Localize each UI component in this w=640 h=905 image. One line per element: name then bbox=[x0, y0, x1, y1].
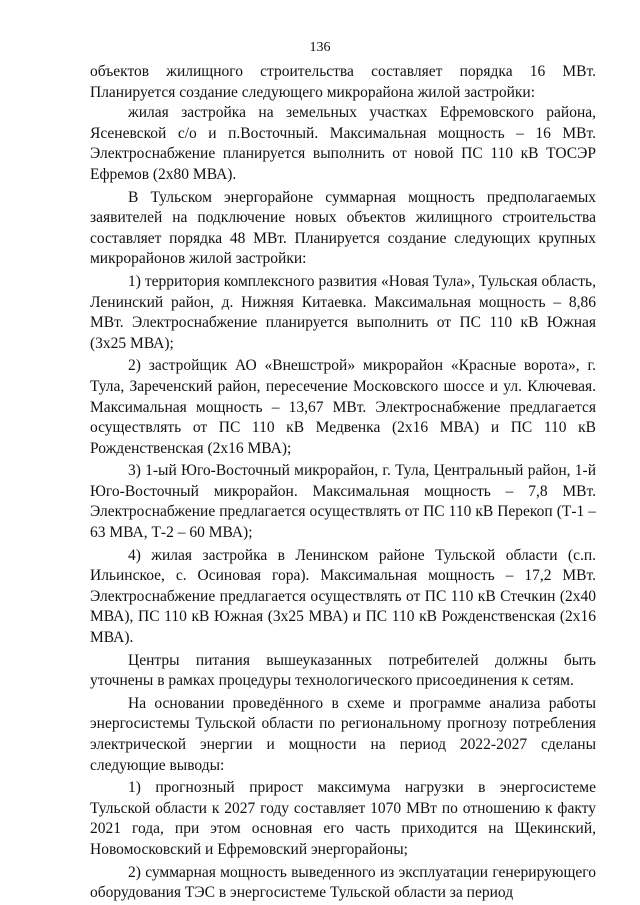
conclusion-item-2: 2) суммарная мощность выведенного из эксплуатации генерирующего оборудования ТЭС в энергосистеме Тульской области за период bbox=[90, 863, 596, 902]
paragraph-efremov: жилая застройка на земельных участках Ефремовского района, Ясеневской с/о и п.Восточный. Максимальная мощность – 16 МВт. Электроснабжение планируется выполнить от новой ПС 110 кВ ТОСЭР Ефремов (2х80 МВА). bbox=[90, 104, 596, 183]
page-number: 136 bbox=[309, 40, 331, 55]
list-item-2: 2) застройщик АО «Внешстрой» микрорайон «Красные ворота», г. Тула, Зареченский район, пересечение Московского шоссе и ул. Ключевая. Максимальная мощность – 13,67 МВт. Электроснабжение предлагается осуществлять от ПС 110 кВ Медвенка (2х16 МВА) и ПС 110 кВ Рожденственская (2х16 МВА); bbox=[90, 357, 596, 457]
paragraph-analysis: На основании проведённого в схеме и программе анализа работы энергосистемы Тульской области по региональному прогнозу потребления электрической энергии и мощности на период 2022-2027 сделаны следующие выводы: bbox=[90, 694, 596, 774]
document-body bbox=[90, 62, 596, 904]
paragraph-tula-region: В Тульском энергорайоне суммарная мощность предполагаемых заявителей на подключение новых объектов жилищного строительства составляет порядка 48 МВт. Планируется создание следующих крупных микрорайонов жилой застройки: bbox=[90, 188, 596, 268]
paragraph-intro: объектов жилищного строительства составляет порядка 16 МВт. Планируется создание следующего микрорайона жилой застройки: bbox=[90, 63, 596, 101]
list-item-3: 3) 1-ый Юго-Восточный микрорайон, г. Тула, Центральный район, 1-й Юго-Восточный микрорайон. Максимальная мощность – 7,8 МВт. Электроснабжение предлагается осуществлять от ПС 110 кВ Перекоп (Т-1 – 63 МВА, Т-2 – 60 МВА); bbox=[90, 462, 596, 542]
list-item-1: 1) территория комплексного развития «Новая Тула», Тульская область, Ленинский район, д. Нижняя Китаевка. Максимальная мощность – 8,86 МВт. Электроснабжение планируется выполнить от ПС 110 кВ Южная (3х25 МВА); bbox=[90, 272, 596, 352]
conclusion-item-1: 1) прогнозный прирост максимума нагрузки в энергосистеме Тульской области к 2027 году составляет 1070 МВт по отношению к факту 2021 года, при этом основная его часть приходится на Щекинский, Новомосковский и Ефремовский энергорайоны; bbox=[90, 779, 596, 858]
paragraph-power-centers: Центры питания вышеуказанных потребителей должны быть уточнены в рамках процедуры технологического присоединения к сетям. bbox=[90, 651, 596, 690]
list-item-4: 4) жилая застройка в Ленинском районе Тульской области (с.п. Ильинское, с. Осиновая гора). Максимальная мощность – 17,2 МВт. Электроснабжение предлагается осуществлять от ПС 110 кВ Стечкин (2х40 МВА), ПС 110 кВ Южная (3х25 МВА) и ПС 110 кВ Рожденственская (2х16 МВА). bbox=[90, 546, 596, 647]
